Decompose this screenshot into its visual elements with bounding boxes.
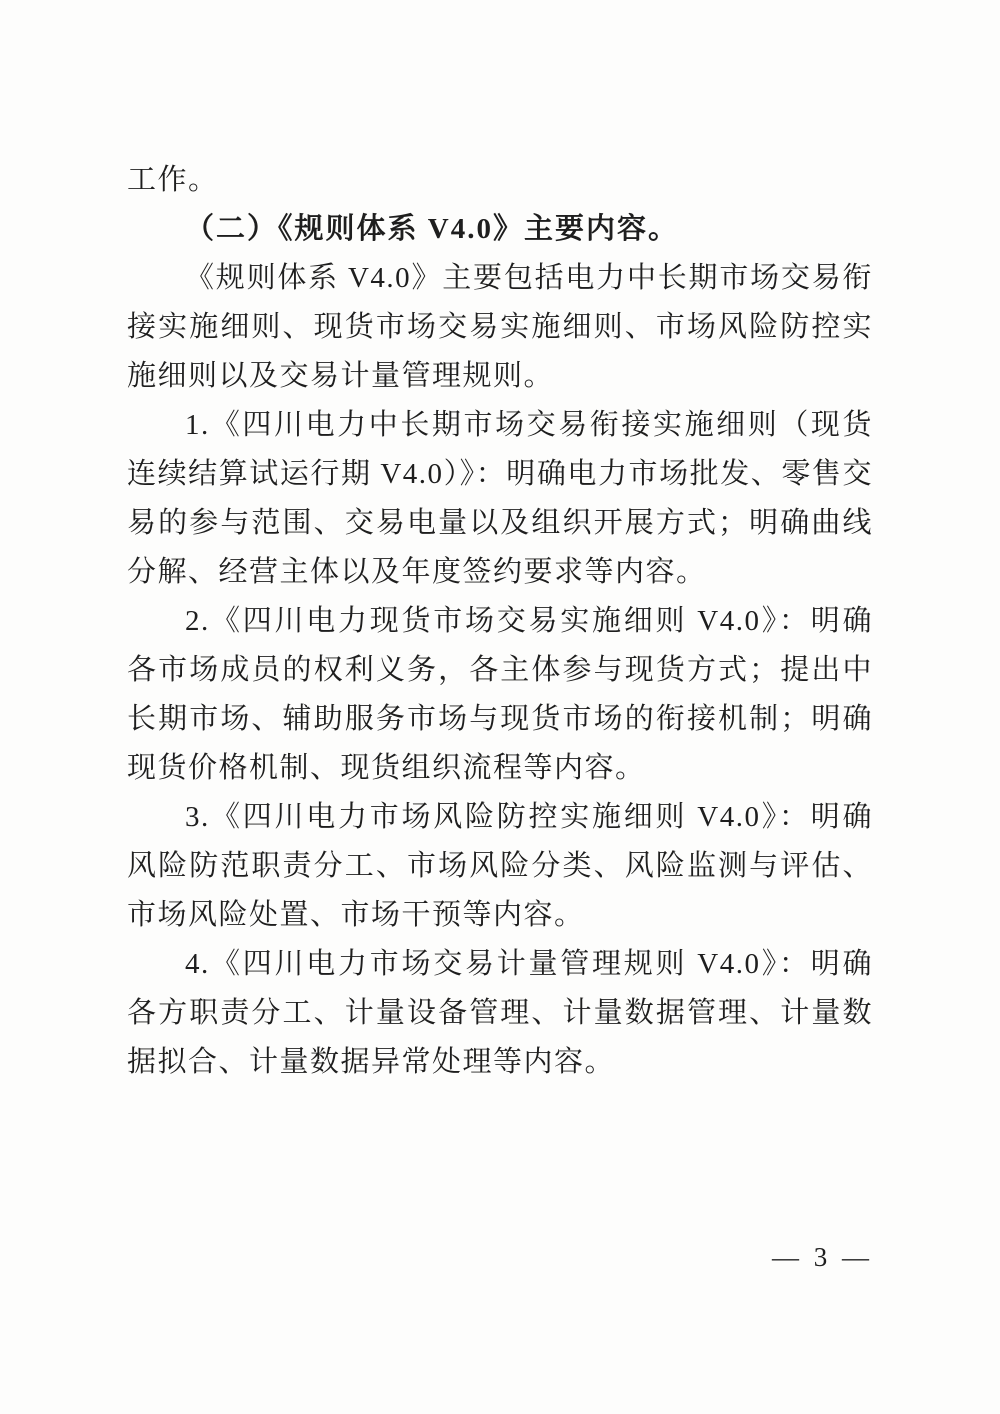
paragraph-overview: 《规则体系 V4.0》主要包括电力中长期市场交易衔接实施细则、现货市场交易实施细则、市场风险防控实施细则以及交易计量管理规则。: [127, 262, 873, 392]
paragraph-item-3: 3.《四川电力市场风险防控实施细则 V4.0》：明确风险防范职责分工、市场风险分类、风险监测与评估、市场风险处置、市场干预等内容。: [127, 801, 873, 931]
document-body: [127, 156, 873, 1087]
paragraph-item-4: 4.《四川电力市场交易计量管理规则 V4.0》：明确各方职责分工、计量设备管理、计量数据管理、计量数据拟合、计量数据异常处理等内容。: [127, 948, 873, 1078]
paragraph-item-2: 2.《四川电力现货市场交易实施细则 V4.0》：明确各市场成员的权利义务，各主体参与现货方式；提出中长期市场、辅助服务市场与现货市场的衔接机制；明确现货价格机制、现货组织流程等内容。: [127, 605, 873, 784]
paragraph-continuation: 工作。: [127, 164, 219, 196]
section-heading: （二）《规则体系 V4.0》主要内容。: [185, 213, 679, 245]
page-number: — 3 —: [772, 1242, 873, 1272]
paragraph-item-1: 1.《四川电力中长期市场交易衔接实施细则（现货连续结算试运行期 V4.0）》：明确电力市场批发、零售交易的参与范围、交易电量以及组织开展方式；明确曲线分解、经营主体以及年度签约要求等内容。: [127, 409, 873, 588]
